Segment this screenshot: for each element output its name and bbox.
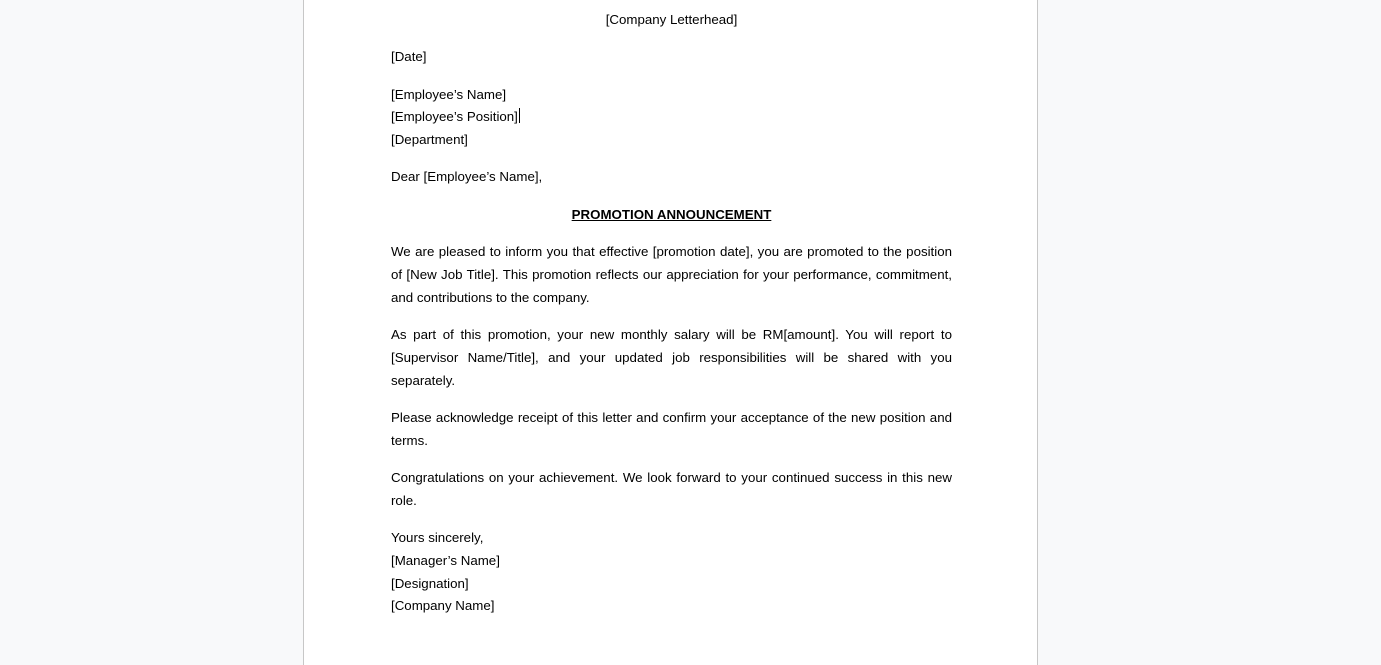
manager-name: [Manager’s Name] <box>391 552 500 568</box>
document-page[interactable] <box>303 0 1038 665</box>
paragraph-congratulations: Congratulations on your achievement. We look forward to your continued success in this new role. <box>391 469 952 508</box>
closing-block <box>391 527 952 618</box>
paragraph-acknowledge: Please acknowledge receipt of this letter and confirm your acceptance of the new position and terms. <box>391 409 952 448</box>
letter-title: PROMOTION ANNOUNCEMENT <box>571 206 772 222</box>
letter-date: [Date] <box>391 49 427 65</box>
paragraph-salary: As part of this promotion, your new monthly salary will be RM[amount]. You will report to [Supervisor Name/Title], and your updated job responsibilities will be shared with you separately. <box>391 326 952 388</box>
recipient-position: [Employee’s Position] <box>391 109 518 125</box>
company-letterhead: [Company Letterhead] <box>605 12 738 27</box>
recipient-department: [Department] <box>391 132 468 148</box>
recipient-position-line <box>391 106 952 129</box>
recipient-block <box>391 84 952 152</box>
paragraph-promotion: We are pleased to inform you that effective [promotion date], you are promoted to the position of [New Job Title]. This promotion reflects our appreciation for your performance, commitment, and contributions to the company. <box>391 244 952 305</box>
salutation: Dear [Employee’s Name], <box>391 169 543 185</box>
recipient-name: [Employee’s Name] <box>391 86 507 102</box>
text-cursor <box>519 108 520 123</box>
document-body[interactable] <box>391 9 952 633</box>
company-name: [Company Name] <box>391 598 495 614</box>
manager-designation: [Designation] <box>391 575 469 591</box>
signoff: Yours sincerely, <box>391 530 484 546</box>
